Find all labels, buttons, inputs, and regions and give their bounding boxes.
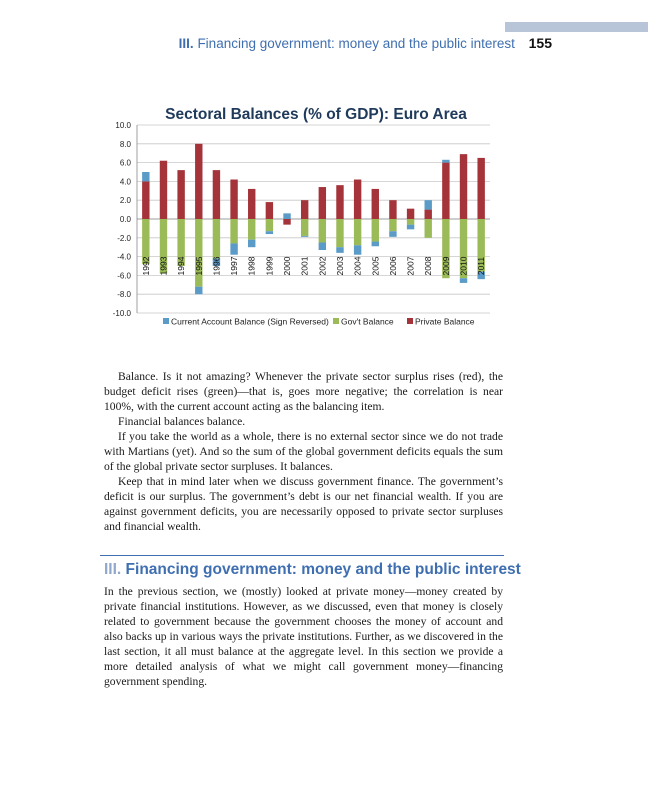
bar-current-account [354, 245, 361, 254]
x-tick-label: 1995 [193, 256, 204, 276]
bar-govt-balance [389, 219, 396, 231]
header-accent-band [505, 22, 648, 32]
section-text [104, 584, 503, 689]
header-title: Financing government: money and the public interest [197, 36, 515, 51]
bar-govt-balance [372, 219, 379, 242]
x-tick-label: 1997 [229, 256, 240, 276]
bar-current-account [407, 225, 414, 230]
bar-govt-balance [248, 219, 255, 240]
bar-current-account [195, 287, 202, 295]
x-tick-label: 2000 [282, 256, 293, 276]
legend-swatch-current-account [163, 318, 169, 324]
bar-current-account [460, 278, 467, 283]
chart-svg [100, 95, 500, 355]
bar-govt-balance [425, 219, 432, 238]
bar-current-account [319, 243, 326, 251]
bar-govt-balance [195, 219, 202, 287]
section-paragraph: In the previous section, we (mostly) looked at private money—money created by private financial institutions. However, as we discussed, even that money is closely related to government because the government chooses the money of account and also backs up in various ways the private institutions. Further, as we discovered in the last section, it all must balance at the aggregate level. In this section we provide a more detailed analysis of what we might call government money—financing government spending. [104, 585, 503, 688]
y-tick-label: 10.0 [115, 121, 131, 130]
bar-current-account [266, 231, 273, 234]
bar-private-balance [213, 170, 220, 219]
x-tick-label: 2003 [334, 256, 345, 276]
bar-private-balance [372, 189, 379, 219]
chart-title: Sectoral Balances (% of GDP): Euro Area [165, 106, 467, 123]
bar-current-account [301, 236, 308, 237]
bar-private-balance [142, 181, 149, 219]
header-roman-numeral: III. [178, 36, 194, 51]
legend-label-govt: Gov't Balance [341, 316, 394, 327]
bar-private-balance [442, 163, 449, 219]
y-axis [113, 121, 137, 318]
y-tick-label: -4.0 [117, 252, 131, 262]
bar-private-balance [266, 202, 273, 219]
body-paragraph: Balance. Is it not amazing? Whenever the private sector surplus rises (red), the budget deficit rises (green)—that is, goes more negative; the correlation is near 100%, with the current account acting as the balancing item. [104, 370, 503, 413]
x-tick-label: 1999 [264, 256, 275, 276]
bar-private-balance [230, 180, 237, 219]
bar-current-account [389, 231, 396, 237]
bar-private-balance [460, 154, 467, 219]
bar-current-account [442, 160, 449, 163]
y-tick-label: 0.0 [119, 215, 131, 224]
x-tick-label: 1994 [176, 256, 187, 276]
section-heading [104, 561, 524, 579]
x-tick-label: 2009 [440, 256, 451, 276]
bar-private-balance [425, 210, 432, 219]
bar-private-balance [301, 200, 308, 219]
y-tick-label: -8.0 [117, 290, 131, 300]
y-tick-label: -6.0 [117, 271, 131, 281]
bar-govt-balance [336, 219, 343, 247]
x-tick-label: 1992 [140, 256, 151, 276]
x-tick-label: 2005 [370, 256, 381, 276]
bar-private-balance [160, 161, 167, 219]
bar-private-balance [477, 158, 484, 219]
bar-current-account [372, 242, 379, 247]
x-tick-label: 2002 [317, 256, 328, 276]
y-tick-label: 8.0 [119, 139, 131, 149]
body-paragraph: Keep that in mind later when we discuss government finance. The government’s deficit is our surplus. The government’s debt is our net financial wealth. If you are against government deficits, you are necessarily opposed to private sector surpluses and financial wealth. [104, 475, 503, 533]
x-tick-label: 1996 [211, 256, 222, 276]
x-tick-label: 2008 [423, 256, 434, 276]
y-tick-label: -10.0 [112, 309, 131, 318]
sectoral-balances-chart [100, 95, 500, 355]
x-tick-label: 2011 [476, 256, 487, 276]
bar-govt-balance [266, 219, 273, 231]
bar-govt-balance [213, 219, 220, 258]
x-tick-label: 2007 [405, 256, 416, 276]
bar-private-balance [283, 219, 290, 225]
body-text [104, 369, 503, 534]
x-tick-label: 2006 [387, 256, 398, 276]
bar-private-balance [248, 189, 255, 219]
bar-current-account [142, 172, 149, 181]
bar-govt-balance [319, 219, 326, 243]
bar-current-account [248, 240, 255, 248]
bar-govt-balance [354, 219, 361, 245]
legend-swatch-private [407, 318, 413, 324]
legend-swatch-govt [333, 318, 339, 324]
bar-current-account [283, 213, 290, 219]
bar-current-account [230, 243, 237, 254]
bar-current-account [425, 200, 432, 209]
y-tick-label: -2.0 [117, 233, 131, 243]
section-divider [100, 555, 504, 556]
bar-private-balance [389, 200, 396, 219]
bar-private-balance [195, 144, 202, 219]
legend-label-private: Private Balance [415, 316, 475, 327]
bar-current-account [336, 247, 343, 253]
x-tick-label: 1993 [158, 256, 169, 276]
bar-private-balance [354, 180, 361, 219]
bar-private-balance [336, 185, 343, 219]
section-title: Financing government: money and the public interest [125, 561, 521, 578]
body-paragraph: If you take the world as a whole, there is no external sector since we do not trade with Martians (yet). And so the sum of the global government deficits equals the sum of the global private sector surpluses. It balances. [104, 430, 503, 473]
x-axis-labels [141, 256, 486, 275]
bar-govt-balance [230, 219, 237, 243]
x-tick-label: 2001 [299, 256, 310, 276]
y-tick-label: 4.0 [119, 177, 131, 187]
x-tick-label: 2010 [458, 256, 469, 276]
bar-govt-balance [301, 219, 308, 236]
chart-legend [163, 317, 475, 327]
y-tick-label: 2.0 [119, 196, 131, 206]
body-paragraph: Financial balances balance. [118, 415, 246, 428]
running-header [100, 35, 552, 55]
bar-private-balance [407, 209, 414, 219]
bar-govt-balance [407, 219, 414, 225]
page-number: 155 [528, 35, 552, 51]
y-tick-label: 6.0 [119, 158, 131, 168]
chart-gridlines [137, 125, 490, 313]
legend-label-current-account: Current Account Balance (Sign Reversed) [171, 316, 329, 327]
bar-private-balance [319, 187, 326, 219]
x-tick-label: 1998 [246, 256, 257, 276]
section-roman-numeral: III. [104, 561, 122, 578]
x-tick-label: 2004 [352, 256, 363, 276]
bar-private-balance [177, 170, 184, 219]
